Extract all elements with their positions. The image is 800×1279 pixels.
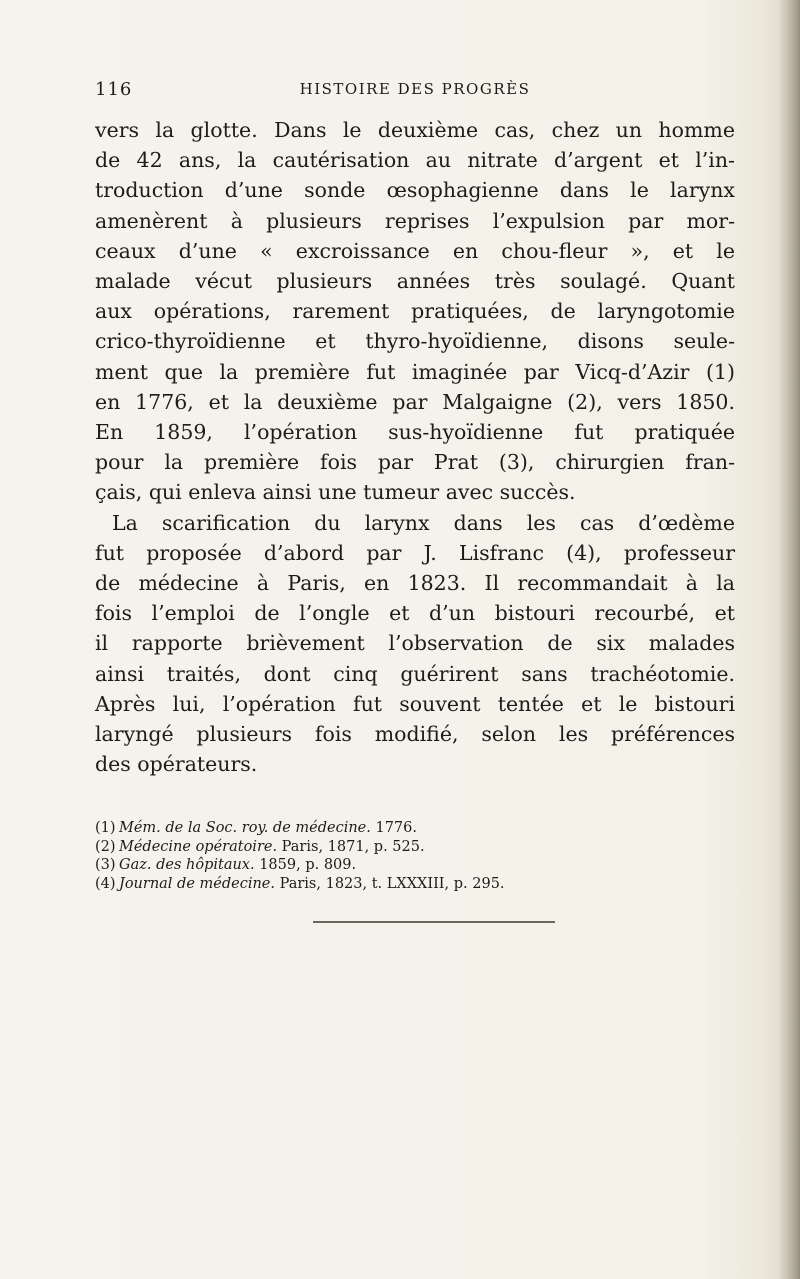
footnote-detail: 1859, p. 809. (254, 857, 357, 874)
footnote-number: (2) (95, 838, 116, 855)
text-line: de médecine à Paris, en 1823. Il recommandait à la (95, 571, 735, 596)
footnotes (95, 819, 735, 893)
footnote-source-title: Gaz. des hôpitaux. (119, 857, 255, 874)
footnote-source-title: Mém. de la Soc. roy. de médecine. (119, 820, 371, 836)
text-line: en 1776, et la deuxième par Malgaigne (2), vers 1850. (95, 389, 735, 414)
text-line: La scarification du larynx dans les cas d’œdème (112, 510, 735, 535)
text-line: ainsi traités, dont cinq guérirent sans trachéotomie. (95, 661, 735, 686)
text-line: des opérateurs. (95, 752, 258, 777)
text-line: aux opérations, rarement pratiquées, de laryngotomie (95, 299, 735, 324)
footnote-detail: 1776. (370, 820, 417, 836)
text-line: troduction d’une sonde œsophagienne dans le larynx (95, 178, 735, 203)
text-line: il rapporte brièvement l’observation de six malades (95, 631, 735, 656)
text-line: fois l’emploi de l’ongle et d’un bistouri recourbé, et (95, 601, 735, 626)
text-line: crico-thyroïdienne et thyro-hyoïdienne, disons seule- (95, 329, 735, 354)
text-line: ceaux d’une « excroissance en chou-fleur », et le (95, 238, 735, 263)
text-line: laryngé plusieurs fois modifié, selon les préférences (95, 722, 735, 747)
text-line: En 1859, l’opération sus-hyoïdienne fut pratiquée (95, 420, 735, 445)
text-line: amenèrent à plusieurs reprises l’expulsion par mor- (95, 208, 735, 233)
text-line: malade vécut plusieurs années très soulagé. Quant (95, 269, 735, 294)
text-line: pour la première fois par Prat (3), chirurgien fran- (95, 450, 735, 475)
footnote-number: (1) (95, 820, 116, 836)
footnote (95, 819, 735, 838)
text-line: ment que la première fut imaginée par Vicq-d’Azir (1) (95, 359, 735, 384)
text-line: Après lui, l’opération fut souvent tentée et le bistouri (95, 691, 735, 716)
footnote-detail: Paris, 1823, t. LXXXIII, p. 295. (275, 875, 505, 892)
text-line: çais, qui enleva ainsi une tumeur avec succès. (95, 480, 576, 505)
text-line: fut proposée d’abord par J. Lisfranc (4), professeur (95, 540, 735, 565)
body-text (95, 115, 735, 779)
footnote-detail: Paris, 1871, p. 525. (277, 838, 425, 855)
text-line: vers la glotte. Dans le deuxième cas, chez un homme (95, 118, 735, 142)
page-header (95, 79, 735, 103)
footnote (95, 856, 735, 875)
footnote (95, 838, 735, 857)
footnote-number: (4) (95, 875, 116, 892)
text-line: de 42 ans, la cautérisation au nitrate d’argent et l’in- (95, 148, 735, 173)
page-number: 116 (95, 79, 133, 100)
page-binding-edge (778, 0, 800, 1279)
footnote (95, 875, 735, 894)
footnote-number: (3) (95, 857, 116, 874)
end-rule-divider (313, 921, 555, 923)
running-title: HISTOIRE DES PROGRÈS (299, 80, 531, 98)
footnote-source-title: Médecine opératoire. (119, 838, 278, 855)
footnote-source-title: Journal de médecine. (119, 875, 275, 892)
